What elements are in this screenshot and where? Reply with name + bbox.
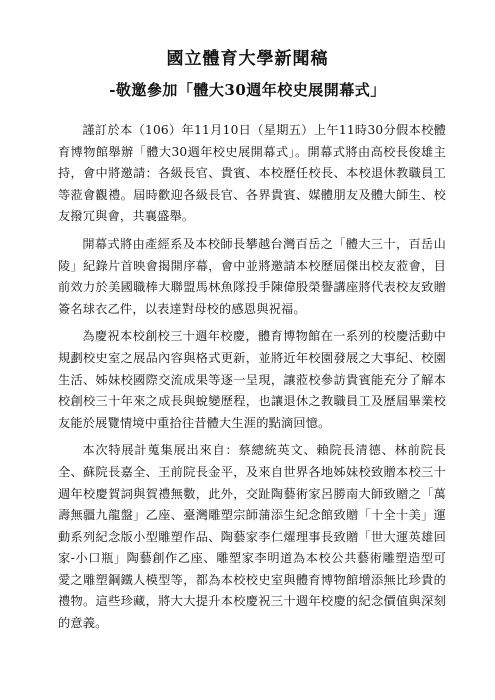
article-body [58,120,446,641]
paragraph-anniversary-exhibition: 為慶祝本校創校三十週年校慶，體育博物館在一系列的校慶活動中規劃校史室之展品內容與格式更新，並將近年校園發展之大事紀、校園生活、姊妹校國際交流成果等逐一呈現，讓蒞校參訪貴賓能充分了解本校創校三十年來之成長與蛻變歷程，也讓退休之教職員工及歷屆畢業校友能於展覽情境中重拾往昔體大生涯的點滴回憶。 [58,329,446,430]
paragraph-invitation: 謹訂於本（106）年11月10日（星期五）上午11時30分假本校體育博物館舉辦「體大30週年校史展開幕式」。開幕式將由高校長俊雄主持，會中將邀請：各級長官、貴賓、本校歷任校長、本校退休教職員工等蒞會觀禮。屆時歡迎各級長官、各界貴賓、媒體朋友及體大師生、校友撥冗與會，共襄盛舉。 [58,123,446,224]
page-subtitle: -敬邀參加「體大30週年校史展開幕式」 [109,81,386,99]
page-title: 國立體育大學新聞稿 [166,49,329,69]
paragraph-exhibit-items: 本次特展計蒐集展出來自：蔡總統英文、賴院長清德、林前院長全、蘇院長嘉全、王前院長金平，及來自世界各地姊妹校致贈本校三十週年校慶賀詞與賀禮無數，此外，交趾陶藝術家呂勝南大師致贈之「萬壽無疆九龍盤」乙座、臺灣雕塑宗師蒲添生紀念館致贈「十全十美」運動系列紀念版小型雕塑作品、陶藝家李仁燿理事長致贈「世大運英雄回家-小口瓶」陶藝創作乙座、雕塑家李明道為本校公共藝術雕塑造型可愛之雕塑鋼鐵人模型等，都為本校校史室與體育博物館增添無比珍貴的禮物。這些珍藏，將大大提升本校慶祝三十週年校慶的紀念價值與深刻的意義。 [58,443,446,631]
paragraph-opening-ceremony: 開幕式將由產經系及本校師長攀越台灣百岳之「體大三十，百岳山陵」紀錄片首映會揭開序幕，會中並將邀請本校歷屆傑出校友蒞會，目前效力於美國職棒大聯盟馬林魚隊投手陳偉殷榮譽講座將代表校友致贈簽名球衣乙件，以表達對母校的感恩與祝福。 [58,236,446,316]
